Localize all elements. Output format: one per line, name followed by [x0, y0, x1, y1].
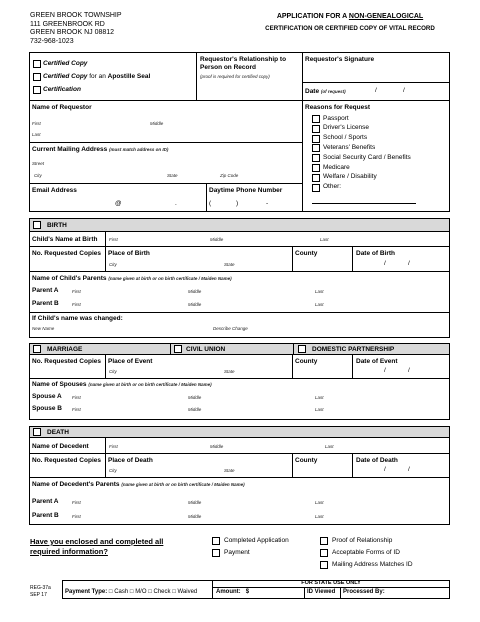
death-header [29, 426, 450, 438]
reason-checkbox[interactable] [312, 164, 320, 172]
death-last: Last [325, 444, 334, 449]
question-line-2: required information? [30, 547, 108, 556]
reason-checkbox[interactable] [312, 184, 320, 192]
signature-label: Requestor's Signature [305, 56, 375, 63]
completed-app-checkbox[interactable] [212, 537, 220, 545]
parent-a-label: Parent A [32, 287, 59, 294]
state-use-label: FOR STATE USE ONLY [301, 580, 361, 586]
death-city: City [109, 468, 117, 473]
marriage-city: City [109, 369, 117, 374]
domestic-checkbox[interactable] [298, 345, 306, 353]
new-name-sub: New Name [32, 326, 55, 331]
dpa-first: First [72, 500, 81, 505]
pb-middle: Middle [188, 302, 202, 307]
first-sub: First [32, 121, 41, 126]
amount-row: Amount: $ [216, 589, 250, 595]
question-line-1: Have you enclosed and completed all [30, 537, 164, 546]
city-sub: City [34, 173, 42, 178]
phone-close: ) [236, 200, 239, 207]
birth-copies-label: No. Requested Copies [32, 250, 101, 257]
birth-state: State [224, 262, 235, 267]
requestor-name-label: Name of Requestor [32, 104, 92, 111]
marriage-state: State [224, 369, 235, 374]
sb-first: First [72, 407, 81, 412]
death-slash-1: / [384, 466, 386, 473]
date-slash-1: / [375, 87, 377, 94]
name-changed-label: If Child's name was changed: [32, 315, 123, 322]
reason-label: Driver's License [323, 124, 370, 132]
phone-open: ( [209, 200, 212, 207]
relationship-label: Requestor's Relationship to Person on Record [200, 56, 287, 71]
marriage-county-label: County [295, 358, 318, 365]
email-at: @ [115, 200, 122, 207]
decedent-parents-label: Name of Decedent's Parents (name given at birth or on birth certificate / Maiden Name) [32, 481, 245, 488]
payment-type-row: Payment Type: □ Cash □ M/O □ Check □ Waived [65, 589, 198, 595]
zip-sub: Zip Code [220, 173, 239, 178]
pa-last: Last [315, 289, 324, 294]
id-viewed: ID Viewed [307, 589, 336, 595]
birth-header [29, 218, 450, 232]
middle-sub: Middle [150, 121, 164, 126]
form-subtitle: CERTIFICATION OR CERTIFIED COPY OF VITAL RECORD [265, 25, 435, 32]
email-label: Email Address [32, 187, 77, 194]
pb-first: First [72, 302, 81, 307]
sa-last: Last [315, 395, 324, 400]
reason-checkbox[interactable] [312, 174, 320, 182]
mailing-label: Mailing Address Matches ID [332, 561, 413, 568]
last-sub: Last [32, 132, 41, 137]
describe-sub: Describe Change [213, 326, 248, 331]
relationship-note: (proof is required for certified copy) [200, 74, 270, 79]
death-state: State [224, 468, 235, 473]
parent-b-label: Parent B [32, 300, 59, 307]
civil-union-checkbox[interactable] [174, 345, 182, 353]
death-slash-2: / [408, 466, 410, 473]
form-code: REG-37a [30, 585, 51, 591]
death-county-label: County [295, 457, 318, 464]
death-parent-b-label: Parent B [32, 512, 59, 519]
birth-date-label: Date of Birth [356, 250, 395, 257]
reason-label: School / Sports [323, 134, 368, 142]
spouse-b-label: Spouse B [32, 405, 62, 412]
sb-middle: Middle [188, 407, 202, 412]
birth-title: BIRTH [47, 222, 67, 229]
org-name: GREEN BROOK TOWNSHIP [30, 12, 122, 19]
state-sub: State [167, 173, 178, 178]
certification-checkbox[interactable] [33, 86, 41, 94]
death-date-label: Date of Death [356, 457, 398, 464]
dpb-first: First [72, 514, 81, 519]
marriage-checkbox[interactable] [33, 345, 41, 353]
birth-last: Last [320, 237, 329, 242]
org-city: GREEN BROOK NJ 08812 [30, 29, 115, 36]
birth-checkbox[interactable] [33, 221, 41, 229]
forms-id-label: Acceptable Forms of ID [332, 549, 400, 556]
civil-union-title: CIVIL UNION [186, 346, 226, 353]
checklist-question [30, 537, 163, 557]
other-line [312, 203, 416, 204]
processed-by: Processed By: [343, 589, 385, 595]
sa-first: First [72, 395, 81, 400]
marriage-date-label: Date of Event [356, 358, 398, 365]
death-place-label: Place of Death [108, 457, 153, 464]
street-sub: Street [32, 161, 45, 166]
reason-checkbox[interactable] [312, 135, 320, 143]
address-label: Current Mailing Address (must match address on ID) [32, 146, 169, 153]
death-section [29, 426, 450, 525]
reason-checkbox[interactable] [312, 154, 320, 162]
date-slash-2: / [403, 87, 405, 94]
certified-copy-checkbox[interactable] [33, 60, 41, 68]
pa-first: First [72, 289, 81, 294]
marriage-title: MARRIAGE [47, 346, 83, 353]
marriage-slash-2: / [408, 367, 410, 374]
reason-checkbox[interactable] [312, 144, 320, 152]
child-name-label: Child's Name at Birth [32, 236, 98, 243]
death-middle: Middle [210, 444, 224, 449]
death-parent-a-label: Parent A [32, 498, 59, 505]
birth-county-label: County [295, 250, 318, 257]
death-title: DEATH [47, 429, 69, 436]
dpb-last: Last [315, 514, 324, 519]
mailing-checkbox[interactable] [320, 561, 328, 569]
spouse-a-label: Spouse A [32, 393, 62, 400]
sa-middle: Middle [188, 395, 202, 400]
certified-copy-label: Certified Copy [43, 60, 88, 67]
marriage-slash-1: / [384, 367, 386, 374]
birth-first: First [109, 237, 118, 242]
reason-label: Welfare / Disability [323, 173, 377, 181]
marriage-place-label: Place of Event [108, 358, 153, 365]
reason-checkbox[interactable] [312, 115, 320, 123]
org-phone: 732-968-1023 [30, 37, 74, 45]
proof-checkbox[interactable] [320, 537, 328, 545]
certification-label: Certification [43, 86, 81, 93]
phone-label: Daytime Phone Number [209, 187, 283, 194]
email-dot: . [175, 200, 177, 207]
date-label: Date (of request) [305, 88, 346, 95]
phone-dash: - [266, 200, 269, 207]
pa-middle: Middle [188, 289, 202, 294]
dpa-middle: Middle [188, 500, 202, 505]
pb-last: Last [315, 302, 324, 307]
death-first: First [109, 444, 118, 449]
reason-label: Other: [323, 183, 342, 191]
decedent-label: Name of Decedent [32, 443, 89, 450]
dpa-last: Last [315, 500, 324, 505]
proof-label: Proof of Relationship [332, 537, 393, 544]
payment-checkbox[interactable] [212, 549, 220, 557]
reason-label: Passport [323, 114, 349, 122]
title-part-b: NON-GENEALOGICAL [348, 13, 424, 20]
dpb-middle: Middle [188, 514, 202, 519]
death-copies-label: No. Requested Copies [32, 457, 101, 464]
form-date: SEP 17 [30, 592, 47, 598]
apostille-label: Certified Copy for an Apostille Seal [43, 73, 151, 80]
birth-place-label: Place of Birth [108, 250, 150, 257]
forms-id-checkbox[interactable] [320, 549, 328, 557]
sb-last: Last [315, 407, 324, 412]
completed-app-label: Completed Application [224, 537, 289, 544]
marriage-copies-label: No. Requested Copies [32, 358, 101, 365]
org-street: 111 GREENBROOK RD [30, 20, 105, 28]
reason-label: Medicare [323, 163, 350, 171]
office-address [30, 12, 122, 46]
birth-slash-1: / [384, 260, 386, 267]
spouses-label: Name of Spouses (name given at birth or on birth certificate / Maiden Name) [32, 381, 212, 388]
domestic-title: DOMESTIC PARTNERSHIP [312, 346, 395, 353]
parents-label: Name of Child's Parents (name given at birth or on birth certificate / Maiden Name) [32, 275, 232, 282]
death-checkbox[interactable] [33, 428, 41, 436]
birth-middle: Middle [210, 237, 224, 242]
title-part-a: APPLICATION FOR A [276, 13, 349, 20]
birth-city: City [109, 262, 117, 267]
form-title [250, 13, 450, 20]
birth-slash-2: / [408, 260, 410, 267]
reason-checkbox[interactable] [312, 125, 320, 133]
reason-label: Veterans' Benefits [323, 143, 376, 151]
reasons-label: Reasons for Request [305, 104, 371, 111]
payment-label: Payment [224, 549, 250, 556]
reason-label: Social Security Card / Benefits [323, 153, 411, 161]
apostille-checkbox[interactable] [33, 73, 41, 81]
